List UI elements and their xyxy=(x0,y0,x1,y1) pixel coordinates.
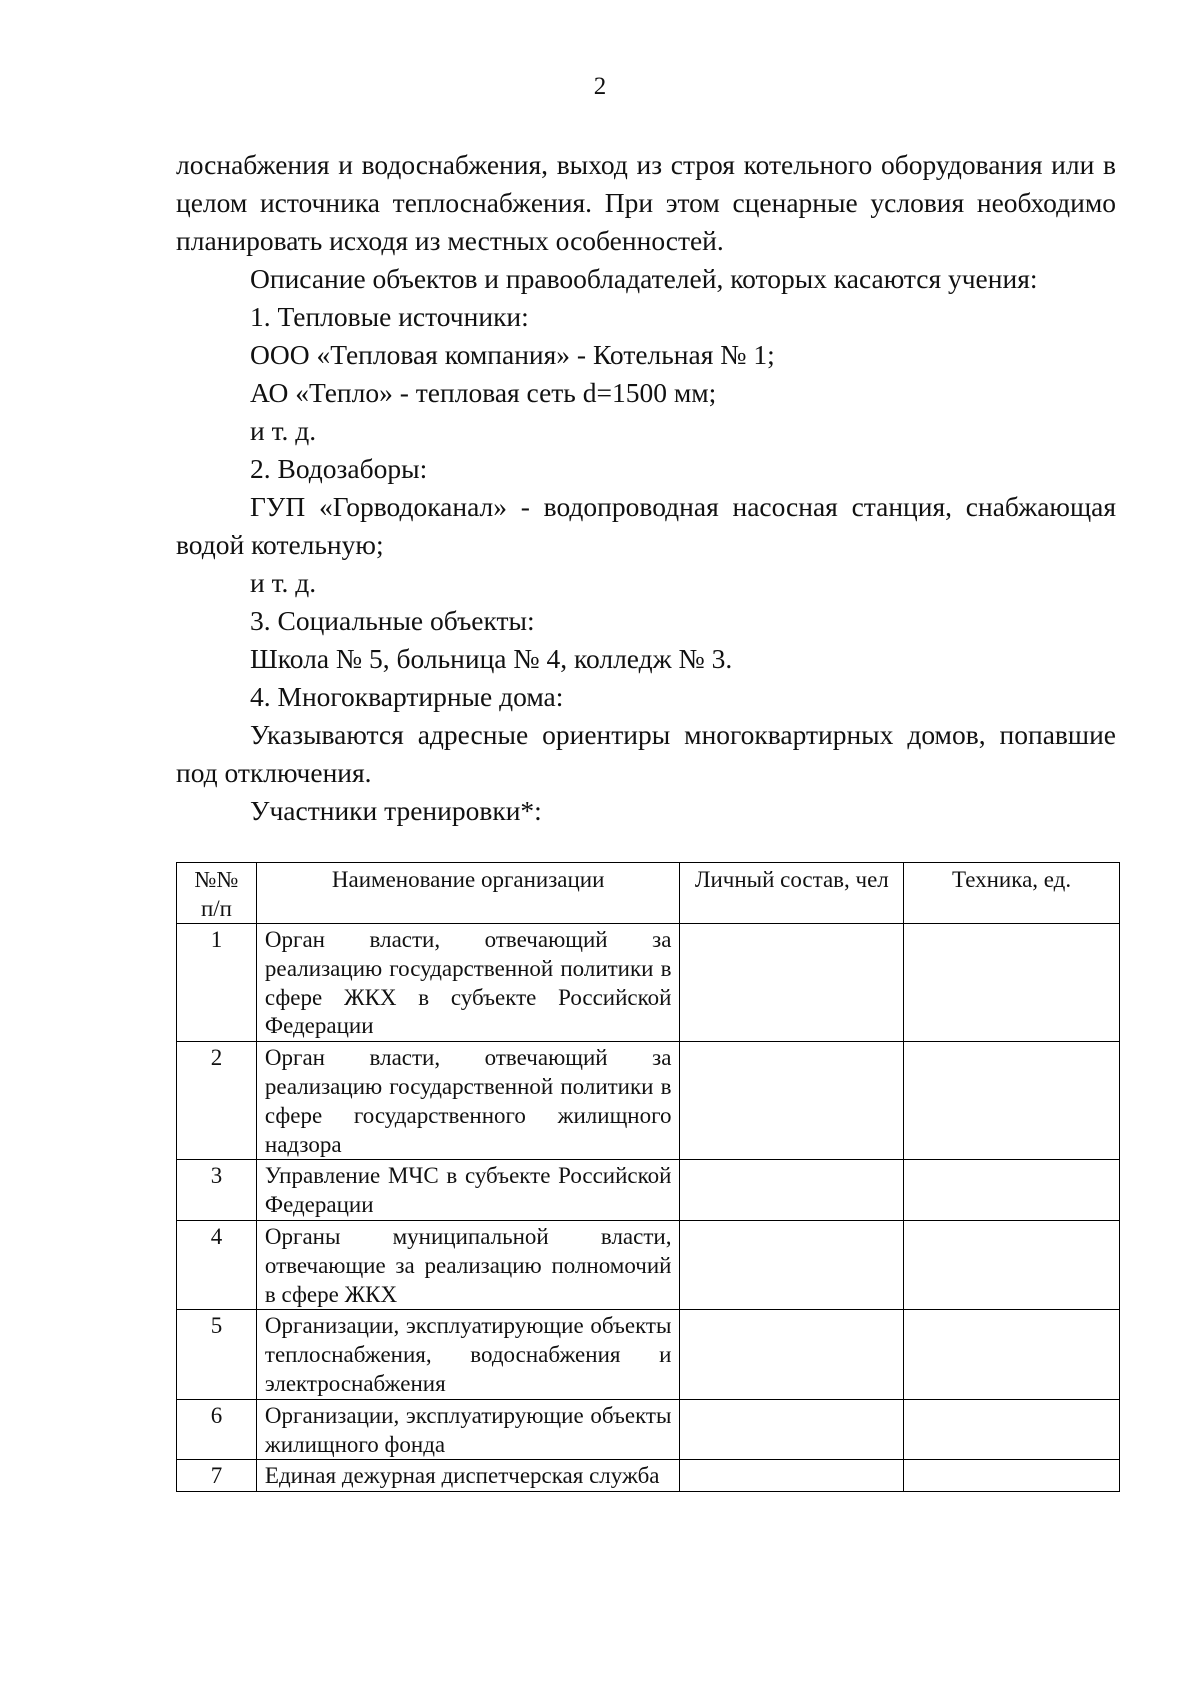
row-equipment xyxy=(904,1460,1120,1492)
row-staff xyxy=(680,1220,904,1309)
row-org-name: Единая дежурная диспетчерская служба xyxy=(256,1460,680,1492)
row-equipment xyxy=(904,1310,1120,1399)
row-staff xyxy=(680,1399,904,1460)
heading-heat-sources: 1. Тепловые источники: xyxy=(250,301,529,332)
paragraph-objects-intro: Описание объектов и правообладателей, которых касаются учения: xyxy=(250,263,1038,294)
heading-participants: Участники тренировки*: xyxy=(250,795,542,826)
row-org-name: Организации, эксплуатирующие объекты жилищного фонда xyxy=(256,1399,680,1460)
heading-water-intakes: 2. Водозаборы: xyxy=(250,453,428,484)
table-header-row xyxy=(177,863,1120,924)
row-equipment xyxy=(904,1042,1120,1160)
heading-apartment-buildings: 4. Многоквартирные дома: xyxy=(250,681,564,712)
header-equipment: Техника, ед. xyxy=(904,863,1120,924)
table-row xyxy=(177,1220,1120,1309)
item-heat-company: ООО «Тепловая компания» - Котельная № 1; xyxy=(250,339,775,370)
row-staff xyxy=(680,1042,904,1160)
body-text xyxy=(176,146,1116,830)
row-org-name: Орган власти, отвечающий за реализацию государственной политики в сфере ЖКХ в субъекте Российской Федерации xyxy=(256,924,680,1042)
row-org-name: Управление МЧС в субъекте Российской Федерации xyxy=(256,1160,680,1221)
item-apartment-buildings: Указываются адресные ориентиры многоквартирных домов, попавшие под отключения. xyxy=(176,719,1116,788)
row-num: 3 xyxy=(177,1160,257,1221)
table-row xyxy=(177,1460,1120,1492)
row-num: 6 xyxy=(177,1399,257,1460)
header-org-name: Наименование организации xyxy=(256,863,680,924)
row-equipment xyxy=(904,924,1120,1042)
table-row xyxy=(177,1399,1120,1460)
row-num: 1 xyxy=(177,924,257,1042)
row-num: 4 xyxy=(177,1220,257,1309)
row-num: 2 xyxy=(177,1042,257,1160)
row-org-name: Организации, эксплуатирующие объекты теплоснабжения, водоснабжения и электроснабжения xyxy=(256,1310,680,1399)
row-staff xyxy=(680,924,904,1042)
row-equipment xyxy=(904,1160,1120,1221)
header-staff: Личный состав, чел xyxy=(680,863,904,924)
row-equipment xyxy=(904,1220,1120,1309)
page-number: 2 xyxy=(593,73,607,100)
item-etc: и т. д. xyxy=(250,415,317,446)
row-staff xyxy=(680,1460,904,1492)
paragraph-continuation: лоснабжения и водоснабжения, выход из строя котельного оборудования или в целом источника теплоснабжения. При этом сценарные условия необходимо планировать исходя из местных особенностей. xyxy=(176,149,1116,256)
table-row xyxy=(177,924,1120,1042)
table-row xyxy=(177,1160,1120,1221)
row-equipment xyxy=(904,1399,1120,1460)
row-num: 5 xyxy=(177,1310,257,1399)
row-num: 7 xyxy=(177,1460,257,1492)
item-vodokanal: ГУП «Горводоканал» - водопроводная насосная станция, снабжающая водой котельную; xyxy=(176,491,1116,560)
participants-table xyxy=(176,862,1120,1492)
header-num: №№ п/п xyxy=(177,863,257,924)
heading-social-objects: 3. Социальные объекты: xyxy=(250,605,535,636)
item-social-objects: Школа № 5, больница № 4, колледж № 3. xyxy=(250,643,733,674)
row-staff xyxy=(680,1160,904,1221)
table-row xyxy=(177,1042,1120,1160)
row-org-name: Органы муниципальной власти, отвечающие за реализацию полномочий в сфере ЖКХ xyxy=(256,1220,680,1309)
item-teplo-network: АО «Тепло» - тепловая сеть d=1500 мм; xyxy=(250,377,717,408)
row-org-name: Орган власти, отвечающий за реализацию государственной политики в сфере государственного жилищного надзора xyxy=(256,1042,680,1160)
item-etc: и т. д. xyxy=(250,567,317,598)
row-staff xyxy=(680,1310,904,1399)
table-row xyxy=(177,1310,1120,1399)
